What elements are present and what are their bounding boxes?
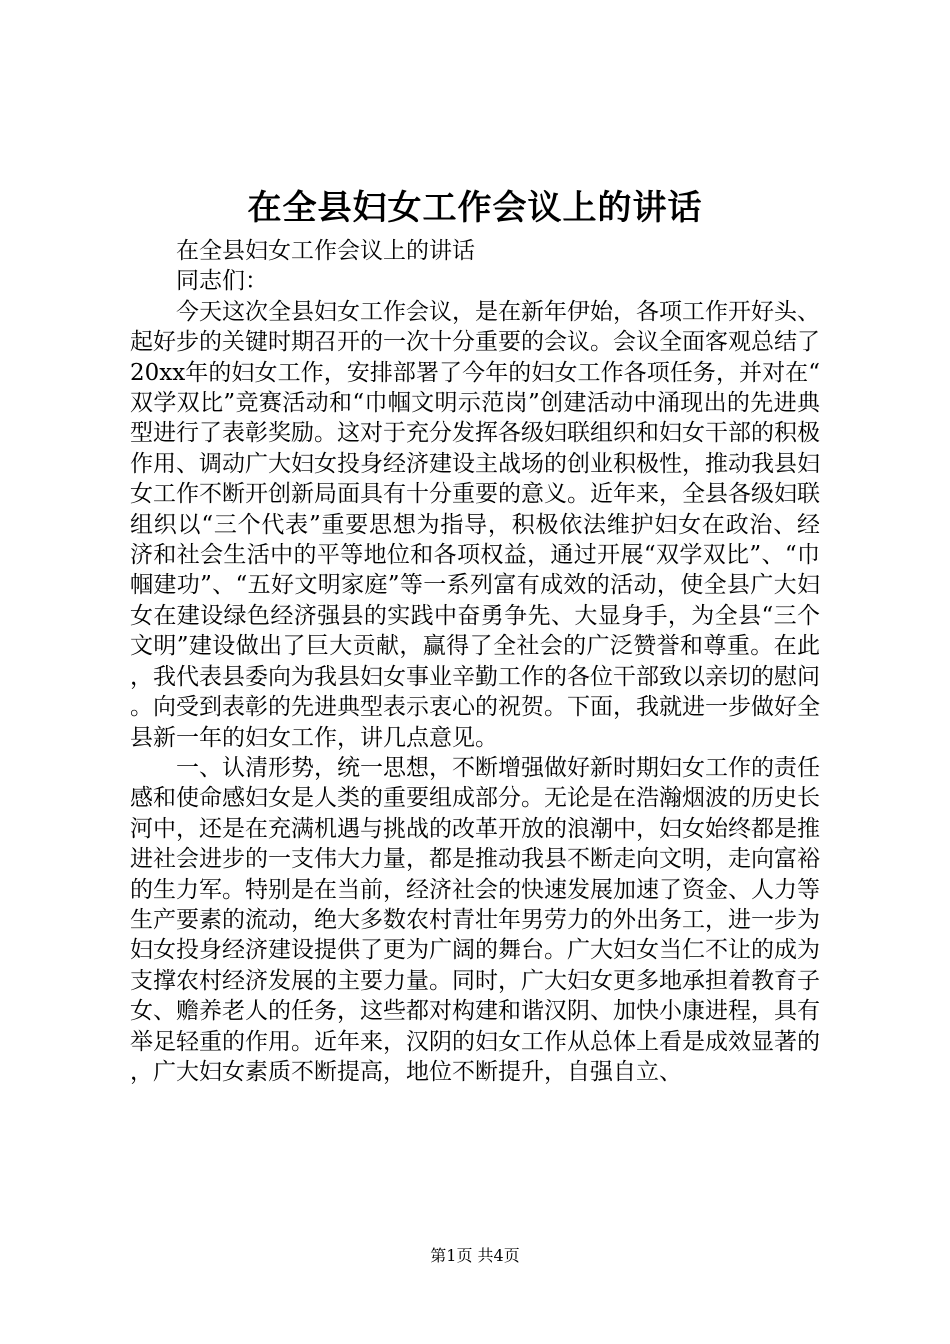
document-title: 在全县妇女工作会议上的讲话 [247, 188, 703, 228]
body-paragraph-salutation: 同志们： [176, 268, 268, 295]
body-paragraph-intro: 今天这次全县妇女工作会议，是在新年伊始，各项工作开好头、起好步的关键时期召开的一次十分重要的会议。会议全面客观总结了20xx年的妇女工作，安排部署了今年的妇女工作各项任务，并对在“双学双比”竞赛活动和“巾帼文明示范岗”创建活动中涌现出的先进典型进行了表彰奖励。这对于充分发挥各级妇联组织和妇女干部的积极作用、调动广大妇女投身经济建设主战场的创业积极性，推动我县妇女工作不断开创新局面具有十分重要的意义。近年来，全县各级妇联组织以“三个代表”重要思想为指导，积极依法维护妇女在政治、经济和社会生活中的平等地位和各项权益，通过开展“双学双比”、“巾帼建功”、“五好文明家庭”等一系列富有成效的活动，使全县广大妇女在建设绿色经济强县的实践中奋勇争先、大显身手，为全县“三个文明”建设做出了巨大贡献，赢得了全社会的广泛赞誉和尊重。在此，我代表县委向为我县妇女事业辛勤工作的各位干部致以亲切的慰问。向受到表彰的先进典型表示衷心的祝贺。下面，我就进一步做好全县新一年的妇女工作，讲几点意见。 [130, 298, 820, 751]
body-paragraph-subtitle: 在全县妇女工作会议上的讲话 [176, 238, 475, 264]
page-number-indicator: 第1页 共4页 [430, 1246, 520, 1265]
body-paragraph-section-one: 一、认清形势，统一思想，不断增强做好新时期妇女工作的责任感和使命感妇女是人类的重要组成部分。无论是在浩瀚烟波的历史长河中，还是在充满机遇与挑战的改革开放的浪潮中，妇女始终都是推进社会进步的一支伟大力量，都是推动我县不断走向文明，走向富裕的生力军。特别是在当前，经济社会的快速发展加速了资金、人力等生产要素的流动，绝大多数农村青壮年男劳力的外出务工，进一步为妇女投身经济建设提供了更为广阔的舞台。广大妇女当仁不让的成为支撑农村经济发展的主要力量。同时，广大妇女更多地承担着教育子女、赡养老人的任务，这些都对构建和谐汉阴、加快小康进程，具有举足轻重的作用。近年来，汉阴的妇女工作从总体上看是成效显著的，广大妇女素质不断提高，地位不断提升，自强自立、 [130, 754, 820, 1085]
page-footer [0, 1245, 950, 1267]
document-body [130, 236, 820, 1087]
